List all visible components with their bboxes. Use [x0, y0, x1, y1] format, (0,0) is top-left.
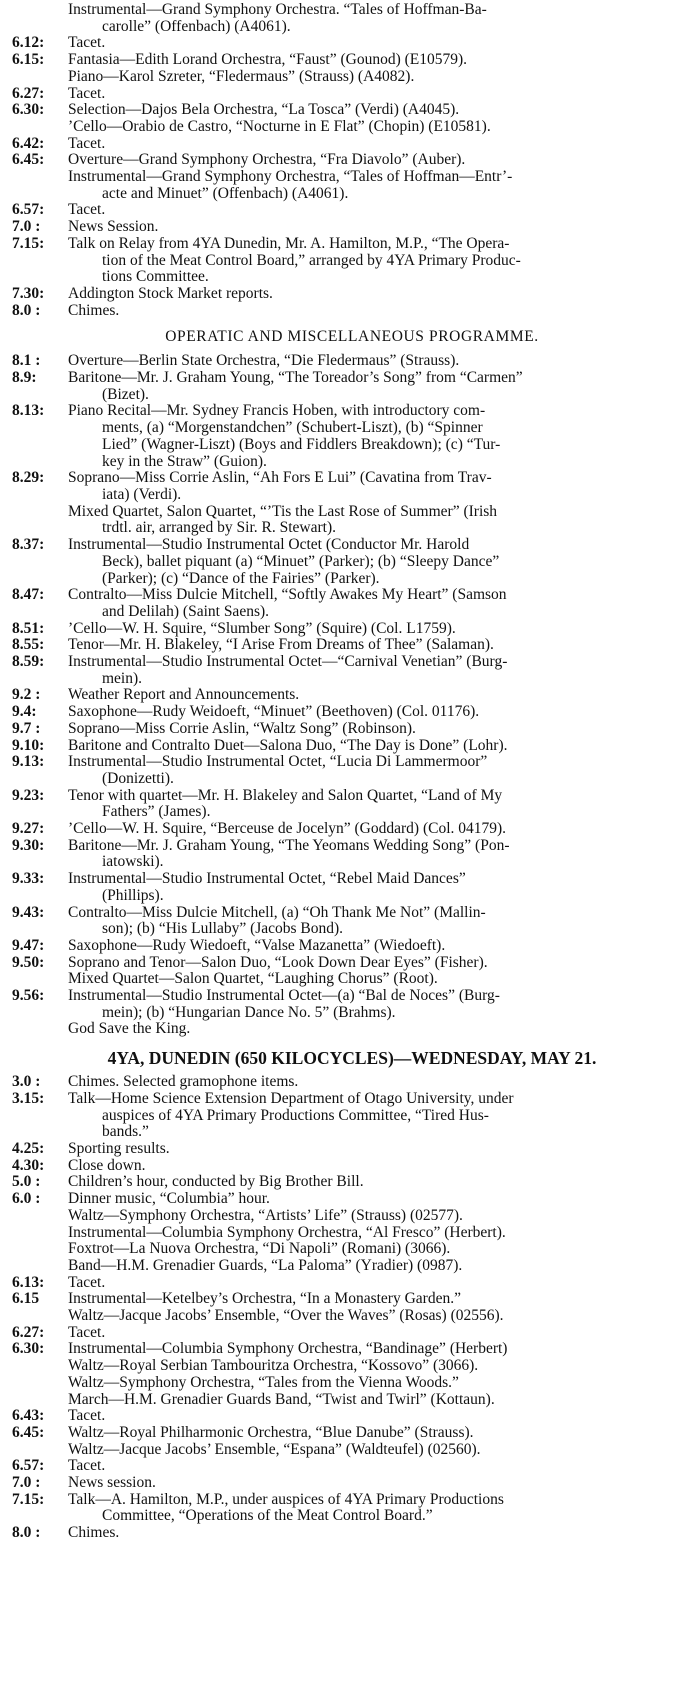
entry-continuation-line: Waltz—Royal Serbian Tambouritza Orchestra, “Kossovo” (3066).: [68, 1357, 479, 1375]
entry-continuation-line: (Parker); (c) “Dance of the Fairies” (Parker).: [102, 569, 380, 587]
entry-text: Instrumental—Ketelbey’s Orchestra, “In a Monastery Garden.”: [68, 1290, 461, 1308]
entry-text: Chimes.: [68, 1524, 120, 1542]
entry-time: 8.9:: [12, 369, 37, 387]
entry-continuation-line: Beck), ballet piquant (a) “Minuet” (Parker); (b) “Sleepy Dance”: [102, 552, 500, 570]
entry-time: 9.33:: [12, 870, 45, 888]
entry-text: Chimes.: [68, 301, 120, 319]
entry-time: 7.15:: [12, 1490, 45, 1508]
entry-text: Tacet.: [68, 201, 106, 219]
entry-time: 8.0 :: [12, 301, 41, 319]
entry-text: Selection—Dajos Bela Orchestra, “La Tosca” (Verdi) (A4045).: [68, 101, 460, 119]
entry-text: Instrumental—Studio Instrumental Octet—(a) “Bal de Noces” (Burg-: [68, 987, 500, 1005]
programme-entry: [12, 35, 692, 52]
entry-continuation-line: and Delilah) (Saint Saens).: [102, 602, 270, 620]
entry-time: 9.50:: [12, 953, 45, 971]
entry-text: Instrumental—Studio Instrumental Octet (Conductor Mr. Harold: [68, 536, 470, 554]
programme-entry: [12, 838, 692, 855]
entry-continuation-line: bands.”: [102, 1123, 149, 1141]
entry-time: 6.27:: [12, 1323, 45, 1341]
entry-continuation-line: mein); (b) “Hungarian Dance No. 5” (Brahms).: [102, 1003, 396, 1021]
programme-entry: [12, 219, 692, 236]
entry-text: Tenor with quartet—Mr. H. Blakeley and Salon Quartet, “Land of My: [68, 786, 503, 804]
entry-continuation-line: Waltz—Jacque Jacobs’ Ensemble, “Over the Waves” (Rosas) (02556).: [68, 1307, 504, 1325]
programme-entry: [12, 1141, 692, 1158]
entry-continuation-line: tion of the Meat Control Board,” arranged by 4YA Primary Produc-: [102, 251, 521, 269]
entry-continuation-line: Instrumental—Grand Symphony Orchestra, “Tales of Hoffman—Entr’-: [68, 168, 513, 186]
programme-entry: [12, 1091, 692, 1108]
entry-time: 9.7 :: [12, 719, 41, 737]
entry-time: 8.59:: [12, 653, 45, 671]
entry-continuation-line: iatowski).: [102, 853, 164, 871]
programme-entry: [12, 1475, 692, 1492]
entry-text: ’Cello—W. H. Squire, “Slumber Song” (Squire) (Col. L1759).: [68, 619, 456, 637]
entry-time: 6.42:: [12, 134, 45, 152]
programme-entry: [12, 1408, 692, 1425]
entry-continuation-line: God Save the King.: [68, 1020, 191, 1038]
programme-entry: [12, 988, 692, 1005]
entry-continuation-line: mein).: [102, 669, 143, 687]
entry-text: Baritone—Mr. J. Graham Young, “The Toreador’s Song” from “Carmen”: [68, 369, 523, 387]
programme-entry: [12, 637, 692, 654]
entry-text: Instrumental—Studio Instrumental Octet—“Carnival Venetian” (Burg-: [68, 653, 508, 671]
entry-continuation-line: Fathers” (James).: [102, 803, 211, 821]
programme-entry: [12, 370, 692, 387]
programme-entry: [12, 587, 692, 604]
entry-continuation-line: son); (b) “His Lullaby” (Jacobs Bond).: [102, 920, 344, 938]
entry-time: 9.43:: [12, 903, 45, 921]
programme-entry: [12, 687, 692, 704]
programme-section-early: [12, 35, 692, 319]
entry-continuation-line: Band—H.M. Grenadier Guards, “La Paloma” (Yradier) (0987).: [68, 1256, 463, 1274]
programme-entry: [12, 654, 692, 671]
entry-text: Tacet.: [68, 1323, 106, 1341]
entry-continuation-line: Instrumental—Columbia Symphony Orchestra, “Al Fresco” (Herbert).: [68, 1223, 506, 1241]
programme-entry: [12, 286, 692, 303]
programme-section-dunedin: [12, 1074, 692, 1542]
entry-text: Instrumental—Studio Instrumental Octet, “Rebel Maid Dances”: [68, 870, 466, 888]
entry-text: ’Cello—W. H. Squire, “Berceuse de Jocelyn” (Goddard) (Col. 04179).: [68, 820, 507, 838]
entry-continuation-line: Waltz—Symphony Orchestra, “Artists’ Life” (Strauss) (02577).: [68, 1206, 463, 1224]
entry-time: 9.13:: [12, 753, 45, 771]
entry-text: Contralto—Miss Dulcie Mitchell, (a) “Oh Thank Me Not” (Mallin-: [68, 903, 486, 921]
entry-time: 7.30:: [12, 284, 45, 302]
entry-time: 3.15:: [12, 1089, 45, 1107]
entry-continuation-line: Waltz—Jacque Jacobs’ Ensemble, “Espana” (Waldteufel) (02560).: [68, 1440, 481, 1458]
entry-time: 7.0 :: [12, 1474, 41, 1492]
programme-entry: [12, 1174, 692, 1191]
entry-time: 5.0 :: [12, 1173, 41, 1191]
programme-entry: [12, 621, 692, 638]
entry-time: 8.1 :: [12, 352, 41, 370]
entry-text: Tenor—Mr. H. Blakeley, “I Arise From Dreams of Thee” (Salaman).: [68, 636, 494, 654]
entry-time: 9.2 :: [12, 686, 41, 704]
entry-text: Baritone—Mr. J. Graham Young, “The Yeomans Wedding Song” (Pon-: [68, 836, 510, 854]
entry-time: 6.45:: [12, 1423, 45, 1441]
entry-continuation-line: March—H.M. Grenadier Guards Band, “Twist and Twirl” (Kottaun).: [68, 1390, 495, 1408]
programme-entry: [12, 1074, 692, 1091]
entry-text: Soprano—Miss Corrie Aslin, “Waltz Song” (Robinson).: [68, 719, 416, 737]
entry-continuation-line: Mixed Quartet, Salon Quartet, “’Tis the Last Rose of Summer” (Irish: [68, 502, 498, 520]
entry-text: Piano Recital—Mr. Sydney Francis Hoben, with introductory com-: [68, 402, 486, 420]
programme-entry: [12, 1291, 692, 1308]
entry-text: Baritone and Contralto Duet—Salona Duo, “The Day is Done” (Lohr).: [68, 736, 508, 754]
entry-time: 8.29:: [12, 469, 45, 487]
entry-time: 3.0 :: [12, 1073, 41, 1091]
entry-text: Tacet.: [68, 34, 106, 52]
programme-entry: [12, 938, 692, 955]
entry-time: 9.27:: [12, 820, 45, 838]
entry-time: 8.51:: [12, 619, 45, 637]
entry-continuation-line: key in the Straw” (Guion).: [102, 452, 267, 470]
operatic-programme-heading: OPERATIC AND MISCELLANEOUS PROGRAMME.: [165, 328, 539, 346]
programme-entry: [12, 1191, 692, 1208]
entry-text: Saxophone—Rudy Weidoeft, “Minuet” (Beethoven) (Col. 01176).: [68, 703, 480, 721]
entry-text: News session.: [68, 1474, 156, 1492]
entry-time: 9.30:: [12, 836, 45, 854]
entry-continuation-line: acte and Minuet” (Offenbach) (A4061).: [102, 184, 349, 202]
entry-time: 6.45:: [12, 151, 45, 169]
entry-text: Tacet.: [68, 1273, 106, 1291]
entry-time: 8.55:: [12, 636, 45, 654]
entry-text: Contralto—Miss Dulcie Mitchell, “Softly Awakes My Heart” (Samson: [68, 586, 507, 604]
entry-text: Sporting results.: [68, 1140, 170, 1157]
entry-time: 9.56:: [12, 987, 45, 1005]
entry-text: Children’s hour, conducted by Big Brother Bill.: [68, 1173, 364, 1191]
entry-time: 6.43:: [12, 1407, 45, 1425]
programme-entry: [12, 353, 692, 370]
entry-time: 4.30:: [12, 1156, 45, 1174]
entry-time: 6.57:: [12, 1457, 45, 1475]
entry-continuation-line: Mixed Quartet—Salon Quartet, “Laughing Chorus” (Root).: [68, 970, 438, 988]
programme-entry: [12, 102, 692, 119]
entry-text: Fantasia—Edith Lorand Orchestra, “Faust” (Gounod) (E10579).: [68, 51, 468, 69]
entry-time: 6.57:: [12, 201, 45, 219]
entry-time: 6.12:: [12, 34, 45, 52]
entry-time: 8.0 :: [12, 1524, 41, 1542]
entry-text: Weather Report and Announcements.: [68, 686, 300, 704]
entry-continuation-line: (Donizetti).: [102, 769, 174, 787]
programme-entry: [12, 1275, 692, 1292]
programme-entry: [12, 136, 692, 153]
entry-continuation-line: tions Committee.: [102, 268, 209, 286]
entry-time: 9.10:: [12, 736, 45, 754]
entry-time: 6.27:: [12, 84, 45, 102]
entry-time: 8.47:: [12, 586, 45, 604]
entry-time: 9.23:: [12, 786, 45, 804]
continuation-line: Instrumental—Grand Symphony Orchestra. “Tales of Hoffman-Ba-: [68, 1, 487, 18]
programme-entry: [12, 788, 692, 805]
programme-entry: [12, 86, 692, 103]
entry-text: Talk on Relay from 4YA Dunedin, Mr. A. Hamilton, M.P., “The Opera-: [68, 234, 510, 252]
entry-text: Addington Stock Market reports.: [68, 284, 273, 302]
entry-text: Tacet.: [68, 84, 106, 102]
entry-continuation-line: iata) (Verdi).: [102, 485, 182, 503]
entry-time: 6.30:: [12, 101, 45, 119]
programme-entry: [12, 1525, 692, 1542]
entry-continuation-line: trdtl. air, arranged by Sir. R. Stewart).: [102, 519, 336, 537]
top-continuation: [12, 2, 692, 35]
programme-entry: [12, 1425, 692, 1442]
entry-text: Overture—Berlin State Orchestra, “Die Fledermaus” (Strauss).: [68, 352, 460, 370]
continuation-line: carolle” (Offenbach) (A4061).: [102, 17, 291, 35]
entry-time: 6.13:: [12, 1273, 45, 1291]
entry-text: News Session.: [68, 218, 159, 236]
entry-text: Tacet.: [68, 134, 106, 152]
programme-entry: [12, 721, 692, 738]
programme-entry: [12, 52, 692, 69]
entry-text: Waltz—Royal Philharmonic Orchestra, “Blue Danube” (Strauss).: [68, 1423, 474, 1441]
entry-time: 6.15:: [12, 51, 45, 69]
programme-entry: [12, 1325, 692, 1342]
programme-entry: [12, 955, 692, 972]
entry-text: Dinner music, “Columbia” hour.: [68, 1190, 270, 1208]
entry-continuation-line: Lied” (Wagner-Liszt) (Boys and Fiddlers Breakdown); (c) “Tur-: [102, 435, 501, 453]
entry-text: Instrumental—Columbia Symphony Orchestra, “Bandinage” (Herbert): [68, 1340, 508, 1358]
programme-entry: [12, 754, 692, 771]
entry-time: 7.15:: [12, 234, 45, 252]
entry-time: 8.13:: [12, 402, 45, 420]
entry-continuation-line: (Bizet).: [102, 385, 149, 403]
programme-entry: [12, 152, 692, 169]
newspaper-page: [12, 2, 692, 1542]
programme-entry: [12, 821, 692, 838]
programme-entry: [12, 738, 692, 755]
entry-time: 7.0 :: [12, 218, 41, 236]
entry-text: Tacet.: [68, 1407, 106, 1425]
entry-text: Tacet.: [68, 1457, 106, 1475]
entry-text: Close down.: [68, 1156, 146, 1174]
programme-entry: [12, 202, 692, 219]
entry-continuation-line: Piano—Karol Szreter, “Fledermaus” (Strauss) (A4082).: [68, 67, 415, 85]
entry-time: 4.25:: [12, 1140, 45, 1157]
entry-continuation-line: auspices of 4YA Primary Productions Committee, “Tired Hus-: [102, 1106, 489, 1124]
entry-time: 9.4:: [12, 703, 37, 721]
programme-entry: [12, 704, 692, 721]
entry-text: Soprano—Miss Corrie Aslin, “Ah Fors E Lui” (Cavatina from Trav-: [68, 469, 492, 487]
programme-entry: [12, 1341, 692, 1358]
entry-text: Talk—A. Hamilton, M.P., under auspices of 4YA Primary Productions: [68, 1490, 504, 1508]
programme-entry: [12, 1458, 692, 1475]
entry-text: Soprano and Tenor—Salon Duo, “Look Down Dear Eyes” (Fisher).: [68, 953, 488, 971]
entry-continuation-line: ’Cello—Orabio de Castro, “Nocturne in E Flat” (Chopin) (E10581).: [68, 117, 491, 135]
entry-continuation-line: Waltz—Symphony Orchestra, “Tales from the Vienna Woods.”: [68, 1373, 459, 1391]
entry-continuation-line: (Phillips).: [102, 886, 164, 904]
programme-entry: [12, 1158, 692, 1175]
programme-entry: [12, 1492, 692, 1509]
entry-text: Chimes. Selected gramophone items.: [68, 1073, 299, 1091]
entry-text: Instrumental—Studio Instrumental Octet, “Lucia Di Lammermoor”: [68, 753, 488, 771]
programme-entry: [12, 905, 692, 922]
dunedin-station-heading: 4YA, DUNEDIN (650 KILOCYCLES)—WEDNESDAY, MAY 21.: [107, 1048, 597, 1069]
programme-entry: [12, 403, 692, 420]
entry-text: Talk—Home Science Extension Department of Otago University, under: [68, 1089, 514, 1107]
entry-text: Saxophone—Rudy Wiedoeft, “Valse Mazanetta” (Wiedoeft).: [68, 936, 446, 954]
entry-time: 6.0 :: [12, 1190, 41, 1208]
entry-continuation-line: ments, (a) “Morgenstandchen” (Schubert-Liszt), (b) “Spinner: [102, 419, 483, 437]
entry-continuation-line: Committee, “Operations of the Meat Control Board.”: [102, 1507, 433, 1525]
entry-time: 9.47:: [12, 936, 45, 954]
entry-continuation-line: Foxtrot—La Nuova Orchestra, “Di Napoli” (Romani) (3066).: [68, 1240, 451, 1258]
programme-entry: [12, 236, 692, 253]
entry-text: Overture—Grand Symphony Orchestra, “Fra Diavolo” (Auber).: [68, 151, 466, 169]
programme-section-operatic: [12, 353, 692, 1038]
programme-entry: [12, 303, 692, 320]
entry-time: 6.15: [12, 1290, 40, 1308]
entry-time: 8.37:: [12, 536, 45, 554]
programme-entry: [12, 537, 692, 554]
programme-entry: [12, 871, 692, 888]
entry-time: 6.30:: [12, 1340, 45, 1358]
programme-entry: [12, 470, 692, 487]
